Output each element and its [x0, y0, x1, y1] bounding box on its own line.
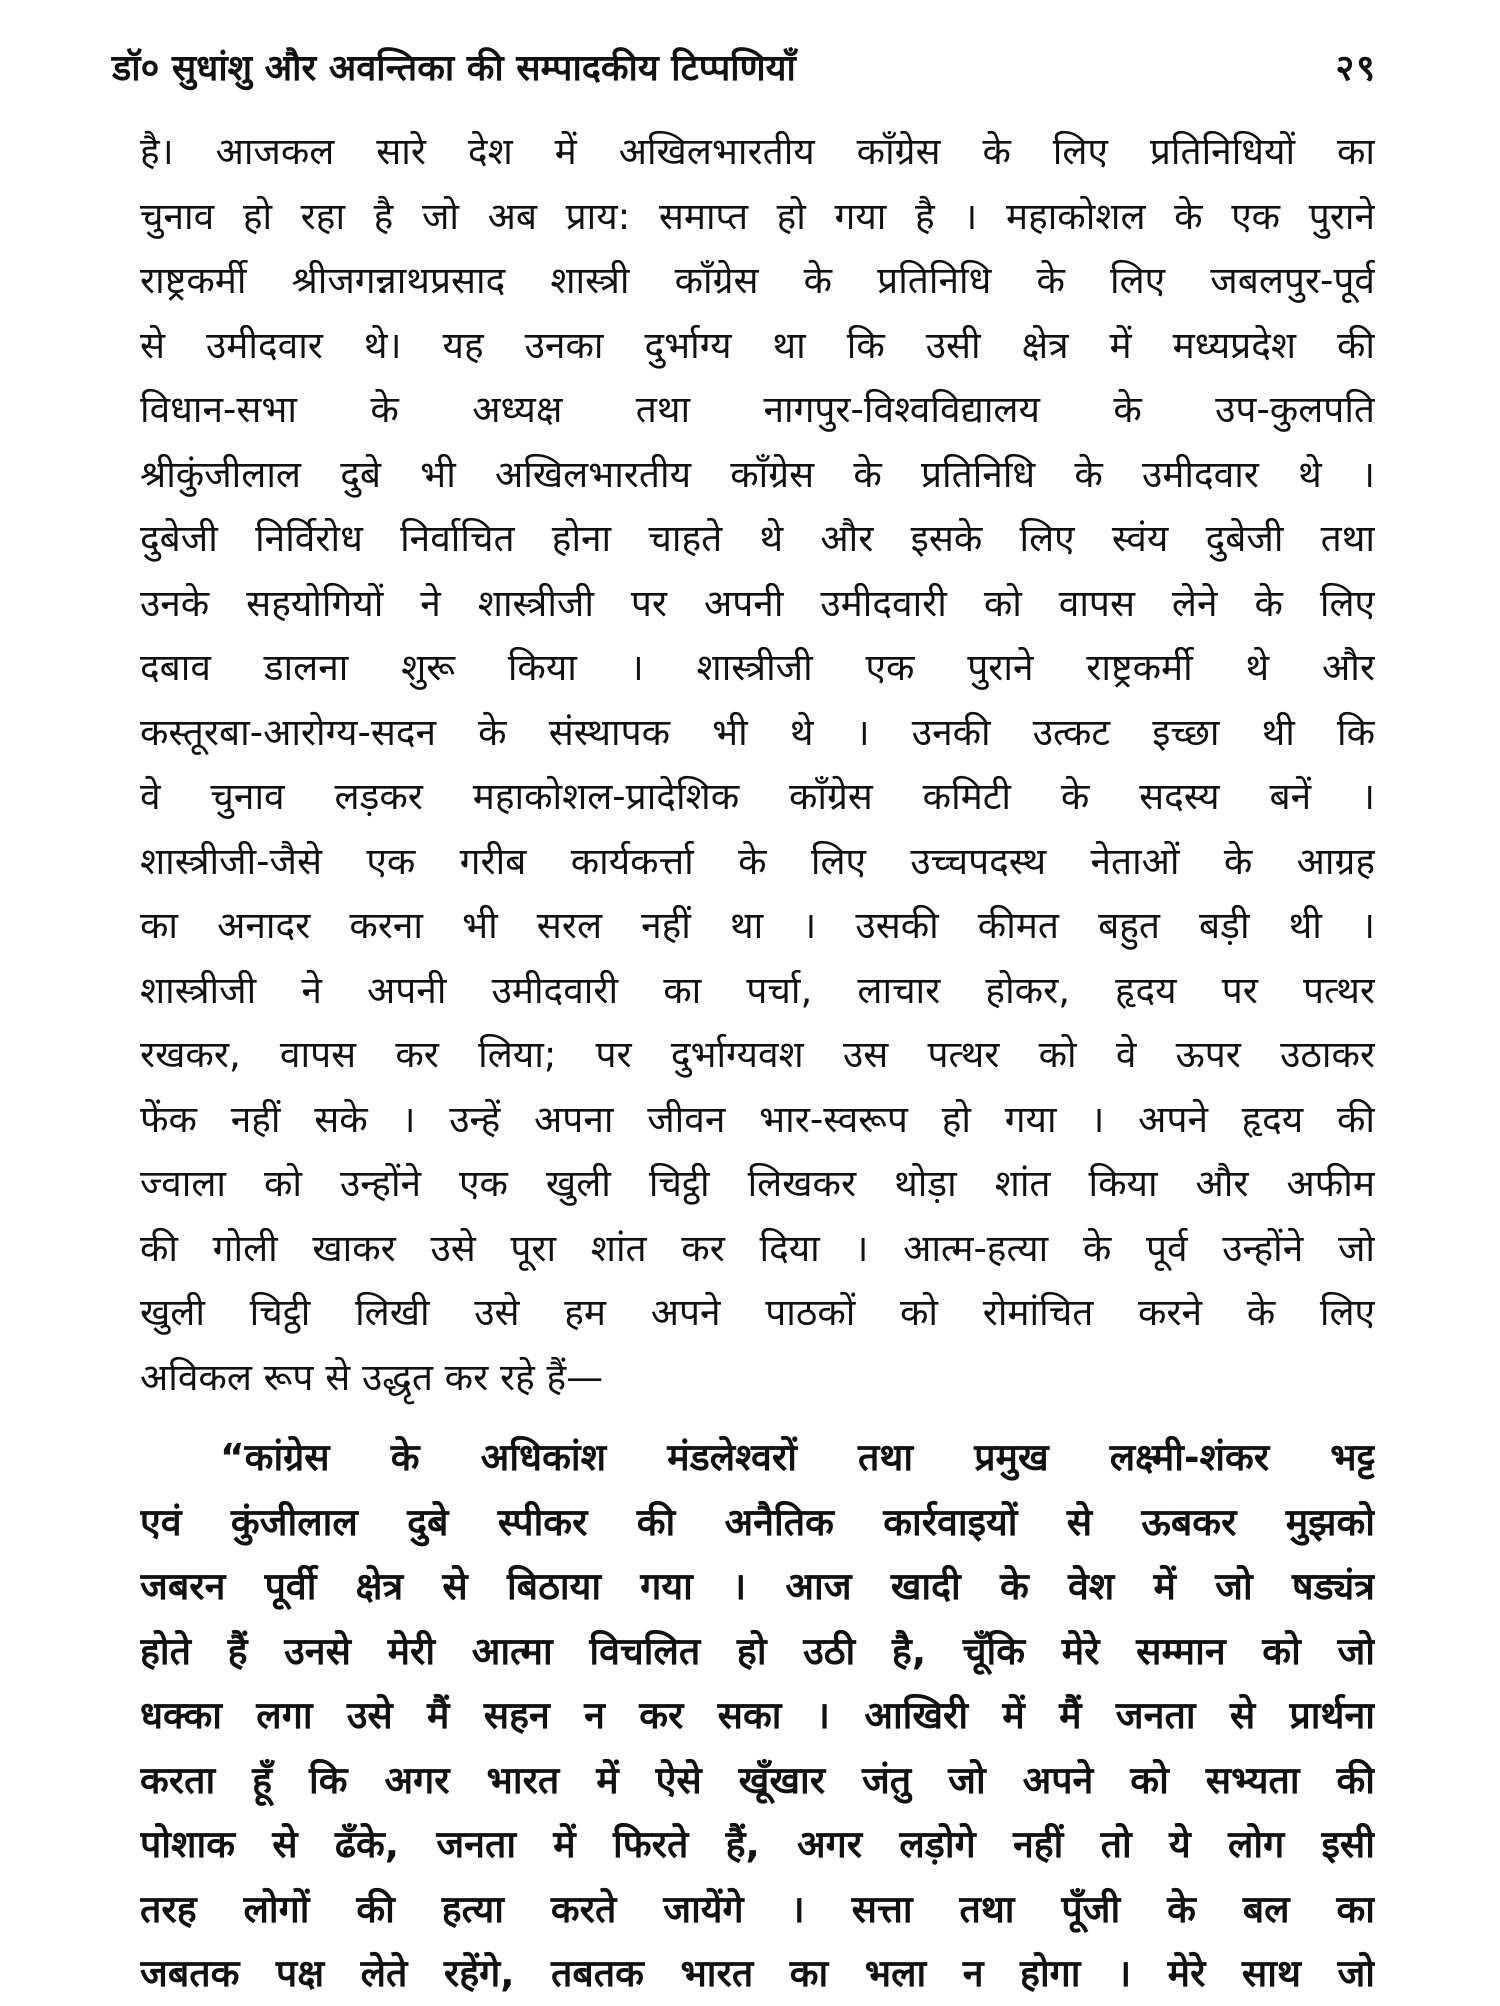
text-line: कस्तूरबा-आरोग्य-सदन के संस्थापक भी थे । उनकी उत्कट इच्छा थी कि — [140, 710, 1375, 754]
text-line: उनके सहयोगियों ने शास्त्रीजी पर अपनी उमीदवारी को वापस लेने के लिए — [140, 581, 1375, 625]
text-line: ज्वाला को उन्होंने एक खुली चिट्ठी लिखकर थोड़ा शांत किया और अफीम — [140, 1162, 1375, 1205]
text-line: है। आजकल सारे देश में अखिलभारतीय काँग्रेस के लिए प्रतिनिधियों का — [140, 130, 1375, 173]
header-title: डॉ० सुधांशु और अवन्तिका की सम्पादकीय टिप्पणियाँ — [112, 47, 796, 89]
quote-line: तरह लोगों की हत्या करते जायेंगे । सत्ता तथा पूँजी के बल का — [140, 1886, 1375, 1931]
text-line: राष्ट्रकर्मी श्रीजगन्नाथप्रसाद शास्त्री काँग्रेस के प्रतिनिधि के लिए जबलपुर-पूर्व — [140, 259, 1375, 302]
text-line: शास्त्रीजी-जैसे एक गरीब कार्यकर्त्ता के लिए उच्चपदस्थ नेताओं के आग्रह — [140, 839, 1375, 883]
body-paragraph — [140, 120, 1375, 1410]
text-line: खुली चिट्ठी लिखी उसे हम अपने पाठकों को रोमांचित करने के लिए — [140, 1291, 1375, 1334]
quote-line: धक्का लगा उसे मैं सहन न कर सका । आखिरी में मैं जनता से प्रार्थना — [140, 1693, 1375, 1737]
text-line: दुबेजी निर्विरोध निर्वाचित होना चाहते थे और इसके लिए स्वंय दुबेजी तथा — [140, 517, 1375, 560]
text-line: फेंक नहीं सके । उन्हें अपना जीवन भार-स्वरूप हो गया । अपने हृदय की — [140, 1097, 1375, 1141]
text-line: का अनादर करना भी सरल नहीं था । उसकी कीमत बहुत बड़ी थी । — [140, 904, 1375, 947]
text-line: अविकल रूप से उद्धृत कर रहे हैं— — [140, 1355, 604, 1399]
quote-line: जबतक पक्ष लेते रहेंगे, तबतक भारत का भला न होगा । मेरे साथ जो — [140, 1951, 1375, 1995]
text-line: श्रीकुंजीलाल दुबे भी अखिलभारतीय काँग्रेस के प्रतिनिधि के उमीदवार थे । — [140, 452, 1375, 496]
quote-line: पोशाक से ढँके, जनता में फिरते हैं, अगर लड़ोगे नहीं तो ये लोग इसी — [140, 1822, 1375, 1866]
text-line: वे चुनाव लड़कर महाकोशल-प्रादेशिक काँग्रेस कमिटी के सदस्य बनें । — [140, 775, 1375, 818]
quote-line: “कांग्रेस के अधिकांश मंडलेश्वरों तथा प्रमुख लक्ष्मी-शंकर भट्ट — [220, 1435, 1375, 1479]
quoted-letter — [140, 1425, 1375, 2006]
quote-line: होते हैं उनसे मेरी आत्मा विचलित हो उठी है, चूँकि मेरे सम्मान को जो — [140, 1628, 1375, 1673]
text-line: चुनाव हो रहा है जो अब प्राय: समाप्त हो गया है । महाकोशल के एक पुराने — [140, 194, 1375, 238]
page-number: २९ — [1335, 47, 1377, 89]
quote-line: एवं कुंजीलाल दुबे स्पीकर की अनैतिक कार्रवाइयों से ऊबकर मुझको — [140, 1499, 1375, 1544]
quote-line: करता हूँ कि अगर भारत में ऐसे खूँखार जंतु जो अपने को सभ्यता की — [140, 1757, 1375, 1802]
text-line: दबाव डालना शुरू किया । शास्त्रीजी एक पुराने राष्ट्रकर्मी थे और — [140, 646, 1375, 689]
running-header — [112, 38, 1377, 94]
text-line: की गोली खाकर उसे पूरा शांत कर दिया । आत्म-हत्या के पूर्व उन्होंने जो — [140, 1226, 1375, 1270]
text-line: विधान-सभा के अध्यक्ष तथा नागपुर-विश्वविद्यालय के उप-कुलपति — [140, 388, 1375, 431]
quote-line: जबरन पूर्वी क्षेत्र से बिठाया गया । आज खादी के वेश में जो षड्यंत्र — [140, 1564, 1375, 1608]
text-line: शास्त्रीजी ने अपनी उमीदवारी का पर्चा, लाचार होकर, हृदय पर पत्थर — [140, 968, 1375, 1012]
text-line: रखकर, वापस कर लिया; पर दुर्भाग्यवश उस पत्थर को वे ऊपर उठाकर — [140, 1033, 1375, 1076]
text-line: से उमीदवार थे। यह उनका दुर्भाग्य था कि उसी क्षेत्र में मध्यप्रदेश की — [140, 323, 1375, 367]
